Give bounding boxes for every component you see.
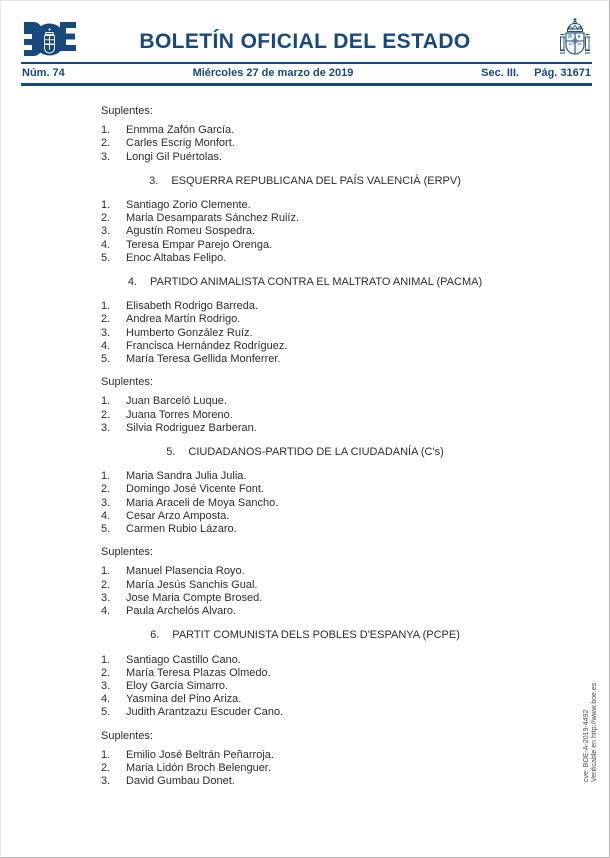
- list-item: [101, 470, 509, 483]
- list-item-number: 2.: [101, 666, 111, 679]
- list-item: [101, 340, 509, 353]
- list-item-name: Humberto González Ruíz.: [126, 326, 253, 339]
- list-item-name: Enmma Zafón García.: [126, 124, 235, 137]
- list-item-number: 3.: [101, 775, 111, 788]
- section-page-group: [481, 67, 591, 79]
- party-heading-number: 5.: [166, 446, 176, 459]
- list-item: [101, 327, 509, 340]
- list-item: [101, 693, 509, 706]
- page-title: BOLETÍN OFICIAL DEL ESTADO: [139, 30, 471, 53]
- name-list: [101, 470, 509, 536]
- list-item-name: Elisabeth Rodrigo Barreda.: [126, 300, 259, 313]
- list-item-number: 5.: [101, 706, 111, 719]
- list-item: [101, 592, 509, 605]
- list-item-name: Emilio José Beltrán Peñarroja.: [126, 748, 274, 761]
- list-item-name: Carmen Rubio Lázaro.: [126, 523, 237, 536]
- list-item-number: 2.: [101, 578, 111, 591]
- list-item: [101, 497, 509, 510]
- list-item-number: 2.: [101, 483, 111, 496]
- list-item-number: 2.: [101, 761, 111, 774]
- party-heading-number: 4.: [127, 276, 138, 289]
- list-item-number: 1.: [101, 300, 111, 313]
- list-item: [101, 199, 509, 212]
- list-item-number: 1.: [101, 124, 111, 137]
- list-item: [101, 137, 509, 150]
- party-heading: [101, 276, 509, 289]
- list-item-name: Teresa Empar Parejo Orenga.: [126, 238, 273, 251]
- list-item: [101, 422, 509, 435]
- list-item: [101, 212, 509, 225]
- list-item-number: 5.: [101, 523, 111, 536]
- party-heading-text: CIUDADANOS-PARTIDO DE LA CIUDADANÍA (C's): [188, 446, 444, 459]
- list-item-number: 3.: [101, 496, 111, 509]
- suplentes-label: Suplentes:: [101, 546, 153, 559]
- list-item-name: Cesar Arzo Amposta.: [126, 509, 230, 522]
- list-item-number: 1.: [101, 395, 111, 408]
- header-rule-bottom: [21, 83, 592, 86]
- list-item: [101, 579, 509, 592]
- list-item-number: 1.: [101, 748, 111, 761]
- list-item-name: Paula Archelós Alvaro.: [126, 605, 237, 618]
- section-label: Sec. III.: [481, 67, 520, 79]
- list-item-name: David Gumbau Donet.: [126, 775, 235, 788]
- list-item: [101, 775, 509, 788]
- name-list: [101, 395, 509, 435]
- issue-date: Miércoles 27 de marzo de 2019: [192, 67, 354, 79]
- list-item-name: Eloy García Simarro.: [126, 679, 229, 692]
- list-item-number: 5.: [101, 353, 111, 366]
- list-item: [101, 313, 509, 326]
- list-item: [101, 151, 509, 164]
- list-item: [101, 749, 509, 762]
- name-list: [101, 654, 509, 720]
- list-item: [101, 252, 509, 265]
- list-item-number: 2.: [101, 408, 111, 421]
- party-heading-text: ESQUERRA REPUBLICANA DEL PAÍS VALENCIÀ (ERPV): [171, 174, 461, 187]
- list-item: [101, 510, 509, 523]
- list-item-name: Longi Gil Puértolas.: [126, 150, 222, 163]
- spanish-coat-of-arms-icon: [556, 16, 594, 67]
- list-item-number: 3.: [101, 591, 111, 604]
- list-item-number: 3.: [101, 326, 111, 339]
- list-item-number: 4.: [101, 693, 111, 706]
- list-item-name: Francisca Hernández Rodríguez.: [126, 339, 288, 352]
- list-item-name: Jose Maria Compte Brosed.: [126, 591, 263, 604]
- list-item-number: 4.: [101, 339, 111, 352]
- list-item-name: Santiago Zorio Clemente.: [126, 199, 251, 212]
- list-item-name: Carles Escrig Monfort.: [126, 137, 235, 150]
- list-item-number: 1.: [101, 565, 111, 578]
- name-list: [101, 565, 509, 618]
- list-item: [101, 300, 509, 313]
- list-item-number: 1.: [101, 199, 111, 212]
- document-body: [1, 87, 609, 788]
- list-item-number: 3.: [101, 225, 111, 238]
- list-item-number: 4.: [101, 605, 111, 618]
- list-item-number: 4.: [101, 509, 111, 522]
- header-rule-top: [21, 62, 592, 64]
- list-item-name: Santiago Castillo Cano.: [126, 653, 241, 666]
- party-heading: [101, 175, 509, 188]
- cve-verify-line: Verificable en http://www.boe.es: [590, 682, 598, 782]
- list-item: [101, 565, 509, 578]
- list-item: [101, 523, 509, 536]
- suplentes-label: Suplentes:: [101, 729, 153, 742]
- list-item-name: Juana Torres Moreno.: [126, 408, 233, 421]
- list-item: [101, 706, 509, 719]
- party-heading-text: PARTIDO ANIMALISTA CONTRA EL MALTRATO ANIMAL (PACMA): [150, 276, 483, 289]
- list-item-number: 4.: [101, 238, 111, 251]
- list-item: [101, 225, 509, 238]
- list-item-number: 2.: [101, 313, 111, 326]
- list-item-name: María Jesús Sanchis Gual.: [126, 578, 258, 591]
- party-heading: [101, 446, 509, 459]
- list-item-name: María Teresa Plazas Olmedo.: [126, 666, 271, 679]
- list-item-name: Silvia Rodriguez Barberan.: [126, 421, 257, 434]
- party-heading-number: 6.: [150, 629, 160, 642]
- page-header: [1, 1, 609, 87]
- list-item-name: Juan Barceló Luque.: [126, 395, 227, 408]
- list-item-name: Yasmina del Pino Ariza.: [126, 693, 242, 706]
- page-number-label: Pág. 31671: [534, 67, 591, 79]
- name-list: [101, 199, 509, 265]
- list-item: [101, 239, 509, 252]
- list-item-number: 1.: [101, 653, 111, 666]
- header-meta-bar: [22, 67, 591, 79]
- list-item: [101, 409, 509, 422]
- name-list: [101, 300, 509, 366]
- list-item-name: Maria Desamparats Sánchez Ruiíz.: [126, 212, 300, 225]
- issue-number: Núm. 74: [22, 67, 65, 79]
- suplentes-label: Suplentes:: [101, 376, 153, 389]
- list-item-number: 3.: [101, 679, 111, 692]
- list-item-number: 3.: [101, 150, 111, 163]
- list-item-name: Agustín Romeu Sospedra.: [126, 225, 256, 238]
- list-item: [101, 680, 509, 693]
- name-list: [101, 749, 509, 789]
- party-heading: [101, 629, 509, 642]
- list-item-name: Andrea Martín Rodrigo.: [126, 313, 241, 326]
- list-item: [101, 667, 509, 680]
- list-item-number: 1.: [101, 470, 111, 483]
- list-item: [101, 124, 509, 137]
- list-item: [101, 654, 509, 667]
- list-item-number: 2.: [101, 212, 111, 225]
- list-item-name: Domingo José Vicente Font.: [126, 483, 264, 496]
- suplentes-label: Suplentes:: [101, 105, 153, 117]
- party-heading-text: PARTIT COMUNISTA DELS POBLES D'ESPANYA (PCPE): [172, 629, 460, 642]
- list-item: [101, 483, 509, 496]
- cve-code-line: cve: BOE-A-2019-4492: [583, 709, 590, 782]
- list-item-name: Manuel Plasencia Royo.: [126, 565, 245, 578]
- name-list: [101, 124, 509, 164]
- list-item-name: Maria Sandra Julia Julia.: [126, 470, 247, 483]
- list-item-name: Maria Lidón Broch Belenguer.: [126, 761, 271, 774]
- list-item-name: María Teresa Gellida Monferrer.: [126, 353, 281, 366]
- list-item-number: 5.: [101, 251, 111, 264]
- list-item: [101, 605, 509, 618]
- list-item-name: Enoc Altabas Felipo.: [126, 251, 227, 264]
- list-item-name: Judith Arantzazu Escuder Cano.: [126, 706, 284, 719]
- list-item-number: 2.: [101, 137, 111, 150]
- list-item-number: 3.: [101, 421, 111, 434]
- cve-vertical-text: [583, 683, 598, 782]
- list-item: [101, 762, 509, 775]
- list-item: [101, 353, 509, 366]
- list-item: [101, 395, 509, 408]
- list-item-name: Maria Araceli de Moya Sancho.: [126, 496, 279, 509]
- party-heading-number: 3.: [149, 174, 159, 187]
